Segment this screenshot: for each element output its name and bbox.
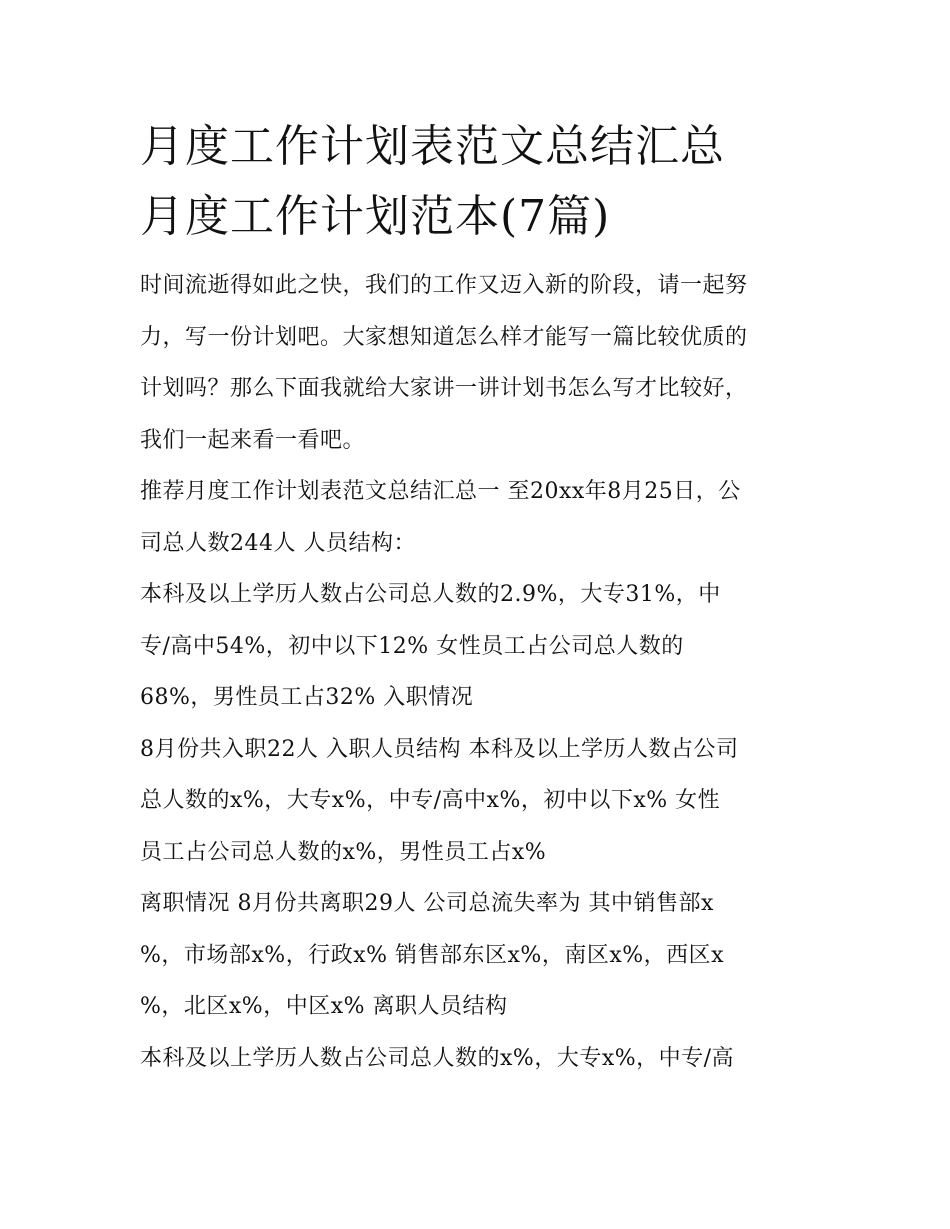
- paragraph-departure-structure: [140, 1033, 810, 1085]
- paragraph-intro: [140, 260, 810, 466]
- text-line: 本科及以上学历人数占公司总人数的2.9%，大专31%，中: [140, 582, 721, 607]
- text-line: 我们一起来看一看吧。: [140, 427, 366, 453]
- title-line-1: 月度工作计划表范文总结汇总: [140, 121, 725, 172]
- text-line: 本科及以上学历人数占公司总人数的x%，大专x%，中专/高: [140, 1045, 735, 1071]
- text-line: 离职情况 8月份共离职29人 公司总流失率为 其中销售部x: [140, 891, 714, 916]
- text-line: 员工占公司总人数的x%，男性员工占x%: [140, 839, 547, 865]
- text-line: 计划吗？那么下面我就给大家讲一讲计划书怎么写才比较好，: [140, 376, 748, 401]
- text-line: 68%，男性员工占32% 入职情况: [140, 685, 474, 710]
- title-line-2: 月度工作计划范本(7篇): [140, 191, 611, 242]
- paragraph-onboarding: [140, 724, 810, 879]
- paragraph-headcount: [140, 466, 810, 569]
- document-page: [140, 112, 810, 1084]
- text-line: 司总人数244人 人员结构：: [140, 530, 416, 556]
- paragraph-departures: [140, 878, 810, 1033]
- paragraph-structure: [140, 569, 810, 724]
- text-line: %，北区x%，中区x% 离职人员结构: [140, 994, 508, 1019]
- text-line: %，市场部x%，行政x% 销售部东区x%，南区x%，西区x: [140, 942, 725, 968]
- text-line: 总人数的x%，大专x%，中专/高中x%，初中以下x% 女性: [140, 788, 721, 813]
- text-line: 时间流逝得如此之快，我们的工作又迈入新的阶段，请一起努: [140, 273, 748, 298]
- text-line: 力，写一份计划吧。大家想知道怎么样才能写一篇比较优质的: [140, 324, 748, 350]
- text-line: 推荐月度工作计划表范文总结汇总一 至20xx年8月25日，公: [140, 479, 741, 504]
- text-line: 8月份共入职22人 入职人员结构 本科及以上学历人数占公司: [140, 736, 739, 762]
- document-title: [140, 112, 810, 252]
- text-line: 专/高中54%，初中以下12% 女性员工占公司总人数的: [140, 633, 684, 659]
